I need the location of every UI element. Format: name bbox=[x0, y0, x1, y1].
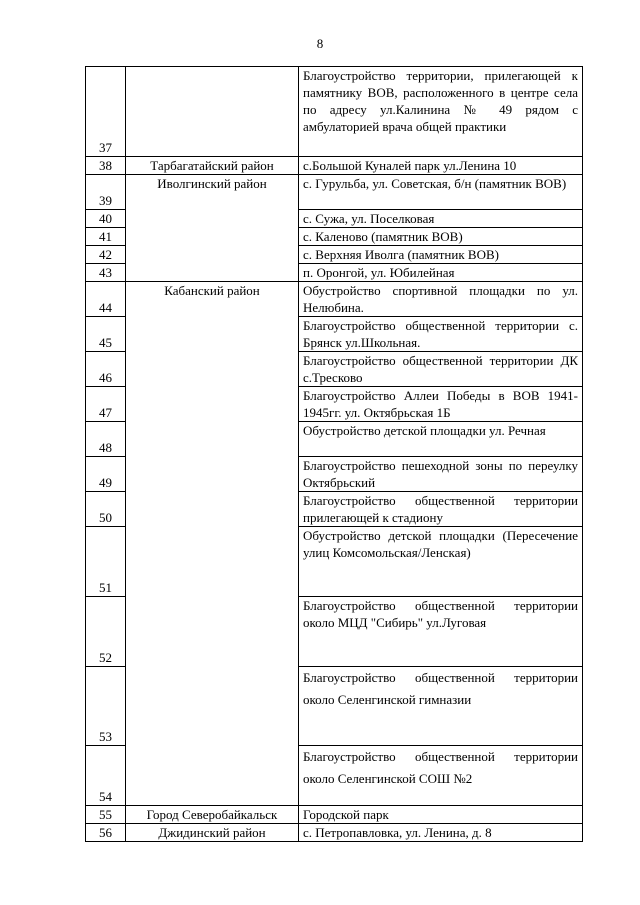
object-cell: Благоустройство территории, прилегающей к памятнику ВОВ, расположенного в центре села по адресу ул.Калинина № 49 рядом с амбулаторией врача общей практики bbox=[299, 67, 583, 157]
table-row bbox=[86, 67, 583, 157]
district-cell: Тарбагатайский район bbox=[126, 157, 299, 175]
district-cell: Джидинский район bbox=[126, 824, 299, 842]
object-cell: п. Оронгой, ул. Юбилейная bbox=[299, 264, 583, 282]
object-cell: Городской парк bbox=[299, 806, 583, 824]
object-cell: Благоустройство общественной территории около МЦД "Сибирь" ул.Луговая bbox=[299, 597, 583, 667]
row-number: 55 bbox=[86, 806, 126, 824]
object-cell: Обустройство детской площадки ул. Речная bbox=[299, 422, 583, 457]
object-cell: Благоустройство пешеходной зоны по переулку Октябрьский bbox=[299, 457, 583, 492]
row-number: 42 bbox=[86, 246, 126, 264]
object-cell: Благоустройство общественной территории около Селенгинской СОШ №2 bbox=[299, 746, 583, 806]
row-number: 52 bbox=[86, 597, 126, 667]
object-cell: с. Верхняя Иволга (памятник ВОВ) bbox=[299, 246, 583, 264]
row-number: 53 bbox=[86, 667, 126, 746]
object-cell: Благоустройство общественной территории ДК с.Тресково bbox=[299, 352, 583, 387]
row-number: 40 bbox=[86, 210, 126, 228]
object-cell: Благоустройство общественной территории прилегающей к стадиону bbox=[299, 492, 583, 527]
row-number: 47 bbox=[86, 387, 126, 422]
object-cell: Благоустройство общественной территории около Селенгинской гимназии bbox=[299, 667, 583, 746]
objects-table bbox=[85, 66, 583, 842]
row-number: 45 bbox=[86, 317, 126, 352]
object-cell: с. Петропавловка, ул. Ленина, д. 8 bbox=[299, 824, 583, 842]
object-cell: Благоустройство Аллеи Победы в ВОВ 1941-1945гг. ул. Октябрьская 1Б bbox=[299, 387, 583, 422]
row-number: 38 bbox=[86, 157, 126, 175]
row-number: 48 bbox=[86, 422, 126, 457]
district-cell: Иволгинский район bbox=[126, 175, 299, 282]
object-cell: с. Сужа, ул. Поселковая bbox=[299, 210, 583, 228]
row-number: 46 bbox=[86, 352, 126, 387]
page-number: 8 bbox=[316, 36, 324, 51]
district-cell: Город Северобайкальск bbox=[126, 806, 299, 824]
object-cell: с. Гурульба, ул. Советская, б/н (памятник ВОВ) bbox=[299, 175, 583, 210]
table-row bbox=[86, 282, 583, 317]
row-number: 39 bbox=[86, 175, 126, 210]
row-number: 44 bbox=[86, 282, 126, 317]
object-cell: Обустройство спортивной площадки по ул. Нелюбина. bbox=[299, 282, 583, 317]
table-row bbox=[86, 806, 583, 824]
table-row bbox=[86, 824, 583, 842]
row-number: 50 bbox=[86, 492, 126, 527]
object-cell: Благоустройство общественной территории с. Брянск ул.Школьная. bbox=[299, 317, 583, 352]
row-number: 37 bbox=[86, 67, 126, 157]
row-number: 56 bbox=[86, 824, 126, 842]
table-row bbox=[86, 157, 583, 175]
row-number: 54 bbox=[86, 746, 126, 806]
row-number: 41 bbox=[86, 228, 126, 246]
district-cell: Кабанский район bbox=[126, 282, 299, 806]
row-number: 49 bbox=[86, 457, 126, 492]
object-cell: с. Каленово (памятник ВОВ) bbox=[299, 228, 583, 246]
row-number: 51 bbox=[86, 527, 126, 597]
object-cell: с.Большой Куналей парк ул.Ленина 10 bbox=[299, 157, 583, 175]
table-row bbox=[86, 175, 583, 210]
object-cell: Обустройство детской площадки (Пересечение улиц Комсомольская/Ленская) bbox=[299, 527, 583, 597]
district-cell bbox=[126, 67, 299, 157]
row-number: 43 bbox=[86, 264, 126, 282]
